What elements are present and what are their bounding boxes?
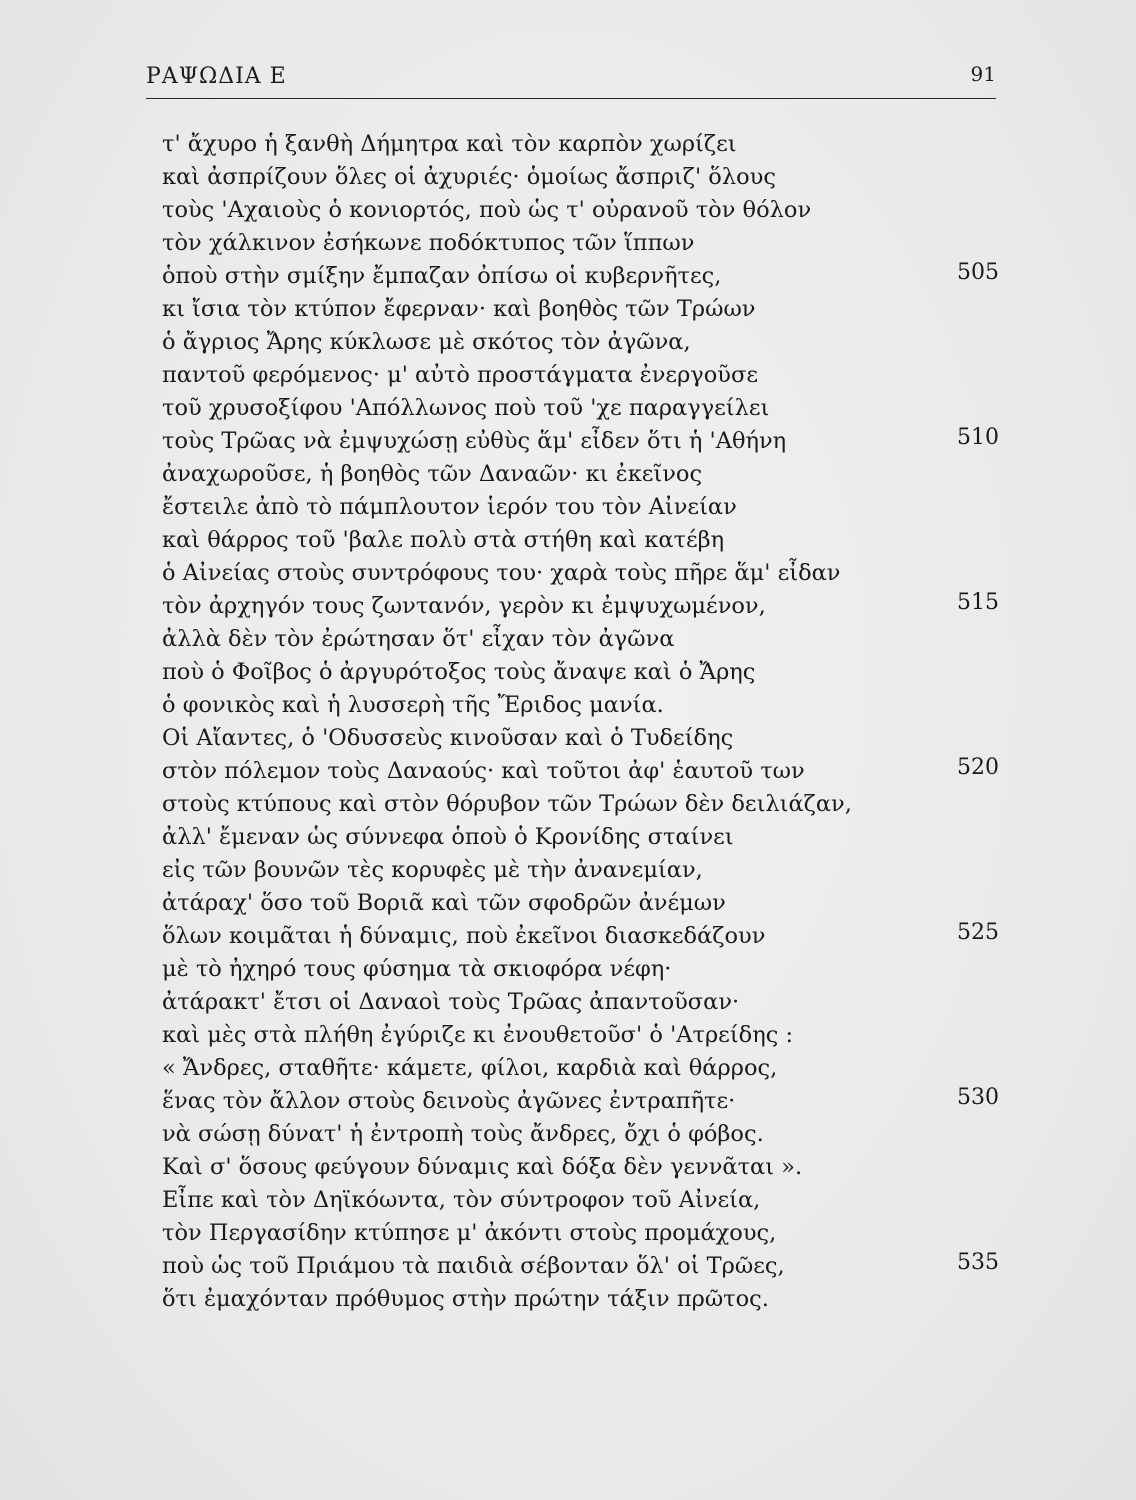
verse-line	[162, 1283, 1042, 1316]
line-number: 525	[957, 920, 999, 945]
verse-line	[162, 128, 1042, 161]
poem-text-block	[162, 128, 1042, 1316]
verse-line	[162, 1151, 1042, 1184]
verse-line	[162, 755, 1042, 788]
line-number: 505	[957, 260, 999, 285]
verse-line	[162, 1217, 1042, 1250]
verse-text: τὸν χάλκινον ἐσήκωνε ποδόκτυπος τῶν ἵππων	[162, 230, 695, 256]
verse-text: ἀτάρακτ' ἔτσι οἱ Δαναοὶ τοὺς Τρῶας ἀπαντοῦσαν·	[162, 989, 740, 1015]
verse-text: καὶ μὲς στὰ πλήθη ἐγύριζε κι ἐνουθετοῦσ' ὁ 'Ατρείδης :	[162, 1022, 794, 1048]
verse-line	[162, 623, 1042, 656]
verse-text: ὁ Αἰνείας στοὺς συντρόφους του· χαρὰ τοὺς πῆρε ἅμ' εἶδαν	[162, 560, 841, 586]
verse-line	[162, 425, 1042, 458]
verse-text: μὲ τὸ ἠχηρό τους φύσημα τὰ σκιοφόρα νέφη·	[162, 956, 672, 982]
running-title: ΡΑΨΩΔΙΑ Ε	[146, 64, 287, 89]
verse-line	[162, 1118, 1042, 1151]
verse-text: ποὺ ὁ Φοῖβος ὁ ἀργυρότοξος τοὺς ἄναψε καὶ ὁ Ἄρης	[162, 659, 756, 685]
verse-line	[162, 788, 1042, 821]
verse-text: στοὺς κτύπους καὶ στὸν θόρυβον τῶν Τρώων δὲν δειλιάζαν,	[162, 791, 852, 817]
verse-text: Καὶ σ' ὅσους φεύγουν δύναμις καὶ δόξα δὲν γεννᾶται ».	[162, 1154, 803, 1180]
verse-line	[162, 656, 1042, 689]
line-number: 515	[957, 590, 999, 615]
line-number: 520	[957, 755, 999, 780]
verse-text: ἀτάραχ' ὅσο τοῦ Βοριᾶ καὶ τῶν σφοδρῶν ἀνέμων	[162, 890, 726, 916]
verse-line	[162, 557, 1042, 590]
verse-line	[162, 1052, 1042, 1085]
verse-text: ἀλλὰ δὲν τὸν ἐρώτησαν ὅτ' εἶχαν τὸν ἀγῶνα	[162, 626, 675, 652]
verse-line	[162, 458, 1042, 491]
verse-text: κι ἴσια τὸν κτύπον ἔφερναν· καὶ βοηθὸς τῶν Τρώων	[162, 296, 756, 322]
verse-text: νὰ σώσῃ δύνατ' ἡ ἐντροπὴ τοὺς ἄνδρες, ὄχι ὁ φόβος.	[162, 1121, 764, 1147]
line-number: 535	[957, 1250, 999, 1275]
verse-text: Οἱ Αἴαντες, ὁ 'Οδυσσεὺς κινοῦσαν καὶ ὁ Τυδείδης	[162, 725, 734, 751]
verse-text: τ' ἄχυρο ἡ ξανθὴ Δήμητρα καὶ τὸν καρπὸν χωρίζει	[162, 131, 737, 157]
verse-line	[162, 1184, 1042, 1217]
verse-text: ἔστειλε ἀπὸ τὸ πάμπλουτον ἱερόν του τὸν Αἰνείαν	[162, 494, 737, 520]
verse-line	[162, 227, 1042, 260]
verse-line	[162, 986, 1042, 1019]
page-number: 91	[970, 62, 996, 86]
running-header	[146, 58, 996, 99]
verse-line	[162, 722, 1042, 755]
verse-line	[162, 854, 1042, 887]
line-number: 530	[957, 1085, 999, 1110]
verse-text: ὁ φονικὸς καὶ ἡ λυσσερὴ τῆς Ἔριδος μανία.	[162, 692, 664, 718]
verse-text: εἰς τῶν βουνῶν τὲς κορυφὲς μὲ τὴν ἀνανεμίαν,	[162, 857, 703, 883]
verse-line	[162, 1085, 1042, 1118]
verse-line	[162, 161, 1042, 194]
line-number: 510	[957, 425, 999, 450]
verse-line	[162, 293, 1042, 326]
verse-text: παντοῦ φερόμενος· μ' αὐτὸ προστάγματα ἐνεργοῦσε	[162, 362, 758, 388]
verse-line	[162, 260, 1042, 293]
verse-text: τοὺς 'Αχαιοὺς ὁ κονιορτός, ποὺ ὡς τ' οὐρανοῦ τὸν θόλον	[162, 197, 812, 223]
verse-line	[162, 392, 1042, 425]
verse-line	[162, 1250, 1042, 1283]
verse-line	[162, 887, 1042, 920]
verse-text: τοῦ χρυσοξίφου 'Απόλλωνος ποὺ τοῦ 'χε παραγγείλει	[162, 395, 770, 421]
verse-text: ἀλλ' ἔμεναν ὡς σύννεφα ὁποὺ ὁ Κρονίδης σταίνει	[162, 824, 734, 850]
verse-text: Εἶπε καὶ τὸν Δηϊκόωντα, τὸν σύντροφον τοῦ Αἰνεία,	[162, 1187, 761, 1213]
verse-text: τοὺς Τρῶας νὰ ἐμψυχώσῃ εὐθὺς ἅμ' εἶδεν ὅτι ἡ 'Αθήνη	[162, 428, 787, 454]
verse-line	[162, 590, 1042, 623]
verse-text: ἕνας τὸν ἄλλον στοὺς δεινοὺς ἀγῶνες ἐντραπῆτε·	[162, 1088, 736, 1114]
verse-text: ἀναχωροῦσε, ἡ βοηθὸς τῶν Δαναῶν· κι ἐκεῖνος	[162, 461, 703, 487]
verse-line	[162, 326, 1042, 359]
verse-line	[162, 1019, 1042, 1052]
verse-line	[162, 689, 1042, 722]
verse-text: ὅλων κοιμᾶται ἡ δύναμις, ποὺ ἐκεῖνοι διασκεδάζουν	[162, 923, 766, 949]
verse-text: τὸν ἀρχηγόν τους ζωντανόν, γερὸν κι ἐμψυχωμένον,	[162, 593, 766, 619]
verse-text: « Ἄνδρες, σταθῆτε· κάμετε, φίλοι, καρδιὰ καὶ θάρρος,	[162, 1055, 778, 1081]
verse-text: ποὺ ὡς τοῦ Πριάμου τὰ παιδιὰ σέβονταν ὅλ' οἱ Τρῶες,	[162, 1253, 785, 1279]
verse-line	[162, 953, 1042, 986]
verse-text: ὁποὺ στὴν σμίξην ἔμπαζαν ὀπίσω οἱ κυβερνῆτες,	[162, 263, 722, 289]
verse-text: καὶ ἀσπρίζουν ὅλες οἱ ἀχυριές· ὁμοίως ἄσπριζ' ὅλους	[162, 164, 776, 190]
verse-text: τὸν Περγασίδην κτύπησε μ' ἀκόντι στοὺς προμάχους,	[162, 1220, 777, 1246]
verse-line	[162, 524, 1042, 557]
verse-line	[162, 920, 1042, 953]
verse-line	[162, 821, 1042, 854]
verse-text: ὁ ἄγριος Ἄρης κύκλωσε μὲ σκότος τὸν ἀγῶνα,	[162, 329, 691, 355]
verse-text: ὅτι ἐμαχόνταν πρόθυμος στὴν πρώτην τάξιν πρῶτος.	[162, 1286, 769, 1312]
verse-text: στὸν πόλεμον τοὺς Δαναούς· καὶ τοῦτοι ἀφ' ἑαυτοῦ των	[162, 758, 805, 784]
verse-text: καὶ θάρρος τοῦ 'βαλε πολὺ στὰ στήθη καὶ κατέβη	[162, 527, 725, 553]
verse-line	[162, 491, 1042, 524]
verse-line	[162, 194, 1042, 227]
verse-line	[162, 359, 1042, 392]
